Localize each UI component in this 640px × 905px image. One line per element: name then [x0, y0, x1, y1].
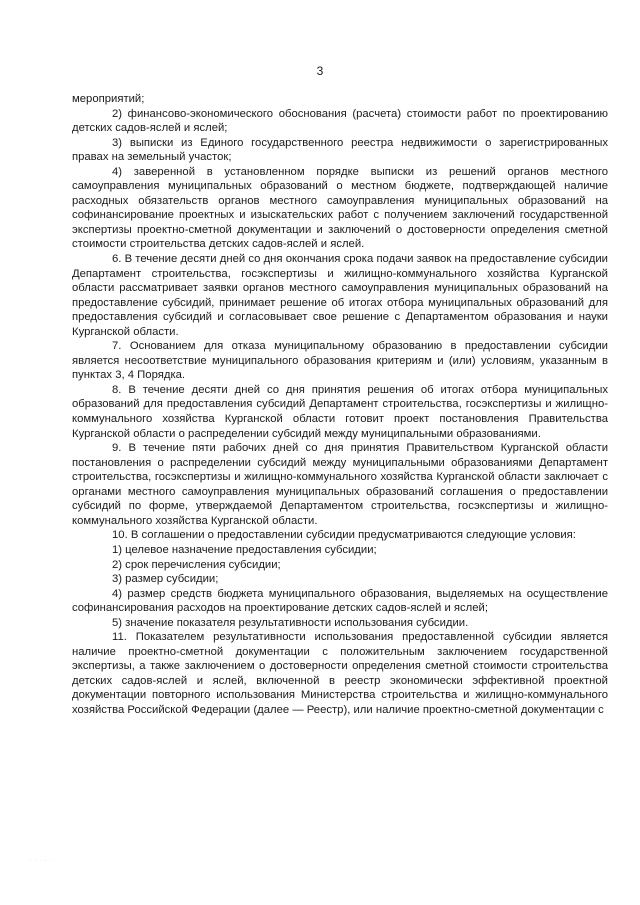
document-body: [72, 92, 608, 718]
paragraph: 4) заверенной в установленном порядке выписки из решений органов местного самоуправления муниципальных образований о местном бюджете, подтверждающей наличие расходных обязательств органов местного самоуправления муниципальных образований на софинансирование проектных и изыскательских работ с получением заключений государственной экспертизы проектно-сметной документации и заключений о достоверности определения сметной стоимости строительства детских садов-яслей и яслей.: [72, 165, 608, 251]
page-number: 3: [316, 64, 324, 78]
paragraph: 8. В течение десяти дней со дня принятия решения об итогах отбора муниципальных образований для предоставления субсидий Департамент строительства, госэкспертизы и жилищно-коммунального хозяйства Курганской области готовит проект постановления Правительства Курганской области о распределении субсидий между муниципальными образованиями.: [72, 383, 608, 440]
paragraph: 9. В течение пяти рабочих дней со дня принятия Правительством Курганской области постановления о распределении субсидий между муниципальными образованиями Департамент строительства, госэкспертизы и жилищно-коммунального хозяйства Курганской области заключает с органами местного самоуправления муниципальных образований соглашения о предоставлении субсидий по форме, утверждаемой Департаментом строительства, госэкспертизы и жилищно-коммунального хозяйства Курганской области.: [72, 442, 608, 527]
paragraph: 2) срок перечисления субсидии;: [112, 558, 281, 571]
paragraph: 11. Показателем результативности использования предоставленной субсидии является наличие проектно-сметной документации с положительным заключением государственной экспертизы, а также заключением о достоверности определения сметной стоимости строительства детских садов-яслей и яслей, включенной в реестр экономически эффективной проектной документации повторного использования Министерства строительства и жилищно-коммунального хозяйства Российской Федерации (далее — Реестр), или наличие проектно-сметной документации с: [72, 631, 608, 716]
scan-artifact: · · · · ·: [30, 858, 53, 864]
paragraph: мероприятий;: [72, 93, 145, 105]
paragraph: 5) значение показателя результативности использования субсидии.: [112, 616, 469, 629]
paragraph: 10. В соглашении о предоставлении субсидии предусматриваются следующие условия:: [112, 529, 576, 542]
paragraph: 6. В течение десяти дней со дня окончания срока подачи заявок на предоставление субсидии Департамент строительства, госэкспертизы и жилищно-коммунального хозяйства Курганской области рассматривает заявки органов местного самоуправления муниципальных образований на предоставление субсидий, принимает решение об итогах отбора муниципальных образований для предоставления субсидий и согласовывает свое решение с Департаментом образования и науки Курганской области.: [72, 253, 608, 338]
paragraph: 3) выписки из Единого государственного реестра недвижимости о зарегистрированных правах на земельный участок;: [72, 136, 608, 164]
paragraph: 1) целевое назначение предоставления субсидии;: [112, 543, 377, 556]
paragraph: 2) финансово-экономического обоснования (расчета) стоимости работ по проектированию детских садов-яслей и яслей;: [72, 107, 608, 135]
paragraph: 3) размер субсидии;: [112, 573, 219, 586]
paragraph: 7. Основанием для отказа муниципальному образованию в предоставлении субсидии является несоответствие муниципального образования критериям и (или) условиям, указанным в пунктах 3, 4 Порядка.: [72, 340, 608, 382]
paragraph: 4) размер средств бюджета муниципального образования, выделяемых на осуществление софинансирования расходов на проектирование детских садов-яслей и яслей;: [72, 587, 608, 615]
